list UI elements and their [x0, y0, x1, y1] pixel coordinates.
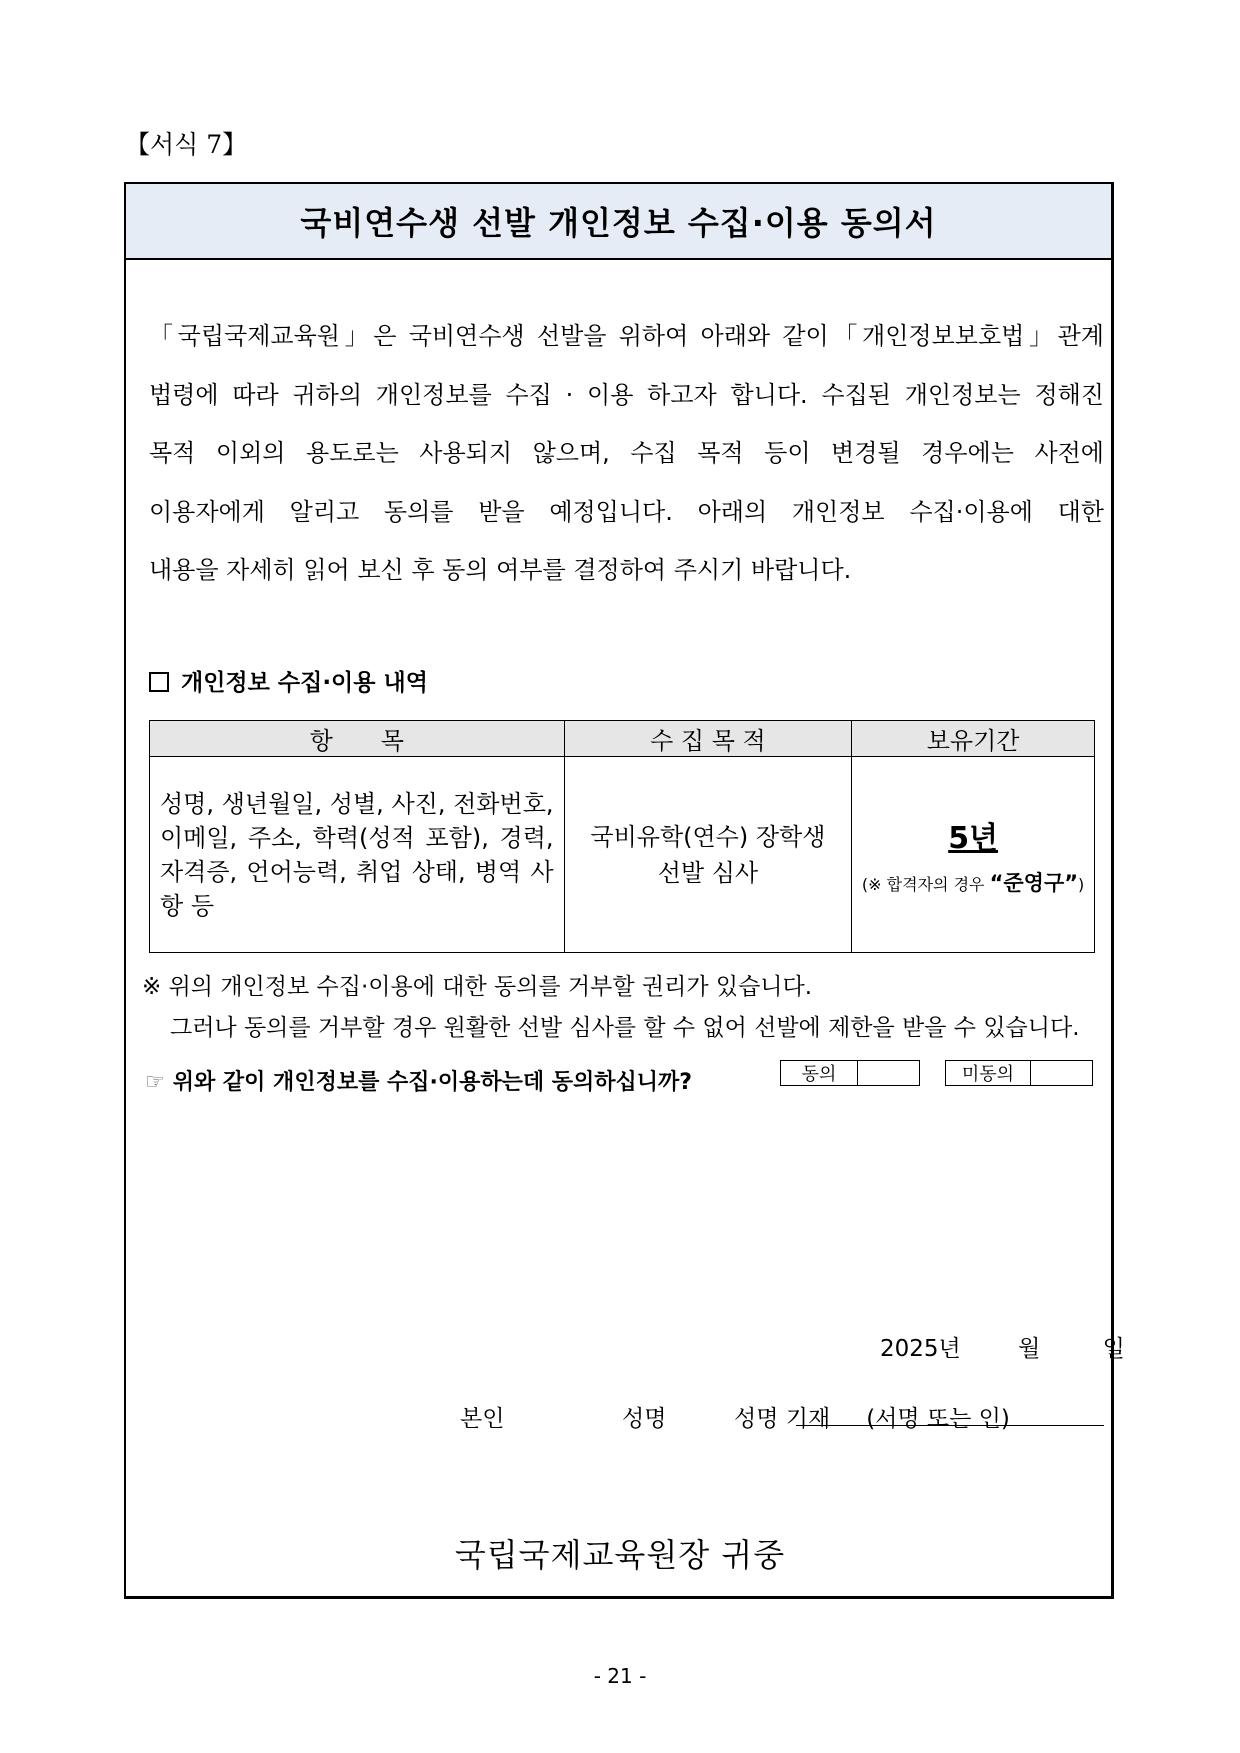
intro-line: 이용자에게 알리고 동의를 받을 예정입니다. 아래의 개인정보 수집·이용에 대한	[149, 498, 1104, 526]
name-placeholder: 성명 기재	[734, 1406, 831, 1432]
refusal-note: ※ 위의 개인정보 수집·이용에 대한 동의를 거부할 권리가 있습니다.	[142, 974, 813, 1000]
recipient: 국립국제교육원장 귀중	[454, 1536, 786, 1574]
pointing-hand-icon: ☞	[145, 1070, 165, 1095]
signature-name-label: 성명	[622, 1406, 667, 1432]
collection-table	[149, 720, 1095, 953]
date-day[interactable]: 일	[1102, 1336, 1125, 1362]
page-number: - 21 -	[593, 1664, 647, 1688]
form-title: 국비연수생 선발 개인정보 수집·이용 동의서	[126, 184, 1111, 260]
cell-purpose	[564, 757, 852, 953]
intro-line: 내용을 자세히 읽어 보신 후 동의 여부를 결정하여 주시기 바랍니다.	[149, 556, 852, 584]
agree-checkbox[interactable]	[780, 1060, 920, 1086]
form-label: 【서식 7】	[125, 130, 248, 159]
date-line	[880, 1330, 1125, 1363]
disagree-label: 미동의	[946, 1061, 1031, 1085]
period-note-bold: “준영구”	[989, 870, 1079, 895]
header-items: 항 목	[150, 721, 565, 757]
table-row	[150, 757, 1095, 953]
question-text: 위와 같이 개인정보를 수집·이용하는데 동의하십니까?	[172, 1070, 693, 1095]
header-purpose: 수 집 목 적	[564, 721, 852, 757]
period-note-suffix: )	[1078, 874, 1085, 894]
square-bullet-icon	[149, 672, 169, 692]
period-note	[861, 870, 1085, 895]
period-note-prefix: (※ 합격자의 경우	[861, 874, 990, 894]
cell-period	[852, 757, 1095, 953]
intro-line: 목적 이외의 용도로는 사용되지 않으며, 수집 목적 등이 변경될 경우에는 사전에	[149, 439, 1104, 467]
consent-question	[145, 1065, 692, 1096]
section-heading-text: 개인정보 수집·이용 내역	[181, 670, 428, 696]
signature-self: 본인	[460, 1406, 505, 1432]
purpose-line: 선발 심사	[657, 858, 759, 887]
header-period: 보유기간	[852, 721, 1095, 757]
date-year: 2025년	[880, 1336, 961, 1362]
intro-line: 법령에 따라 귀하의 개인정보를 수집 · 이용 하고자 합니다. 수집된 개인정보는 정해진	[149, 381, 1104, 409]
purpose-line: 국비유학(연수) 장학생	[590, 822, 826, 851]
agree-mark-area[interactable]	[858, 1061, 919, 1085]
sign-note: (서명 또는 인)	[866, 1406, 1010, 1432]
cell-items: 성명, 생년월일, 성별, 사진, 전화번호, 이메일, 주소, 학력(성적 포함), 경력, 자격증, 언어능력, 취업 상태, 병역 사항 등	[150, 757, 565, 953]
disagree-mark-area[interactable]	[1031, 1061, 1092, 1085]
signature-underline	[796, 1425, 1104, 1426]
table-header-row	[150, 721, 1095, 757]
agree-label: 동의	[781, 1061, 858, 1085]
refusal-note: 그러나 동의를 거부할 경우 원활한 선발 심사를 할 수 없어 선발에 제한을 받을 수 있습니다.	[170, 1015, 1080, 1041]
retention-period: 5년	[948, 820, 999, 856]
intro-line: 「국립국제교육원」은 국비연수생 선발을 위하여 아래와 같이「개인정보보호법」관계	[149, 322, 1104, 350]
date-month[interactable]: 월	[1018, 1336, 1041, 1362]
section-heading	[149, 664, 428, 697]
signature-name-field[interactable]	[734, 1400, 1010, 1433]
disagree-checkbox[interactable]	[945, 1060, 1093, 1086]
